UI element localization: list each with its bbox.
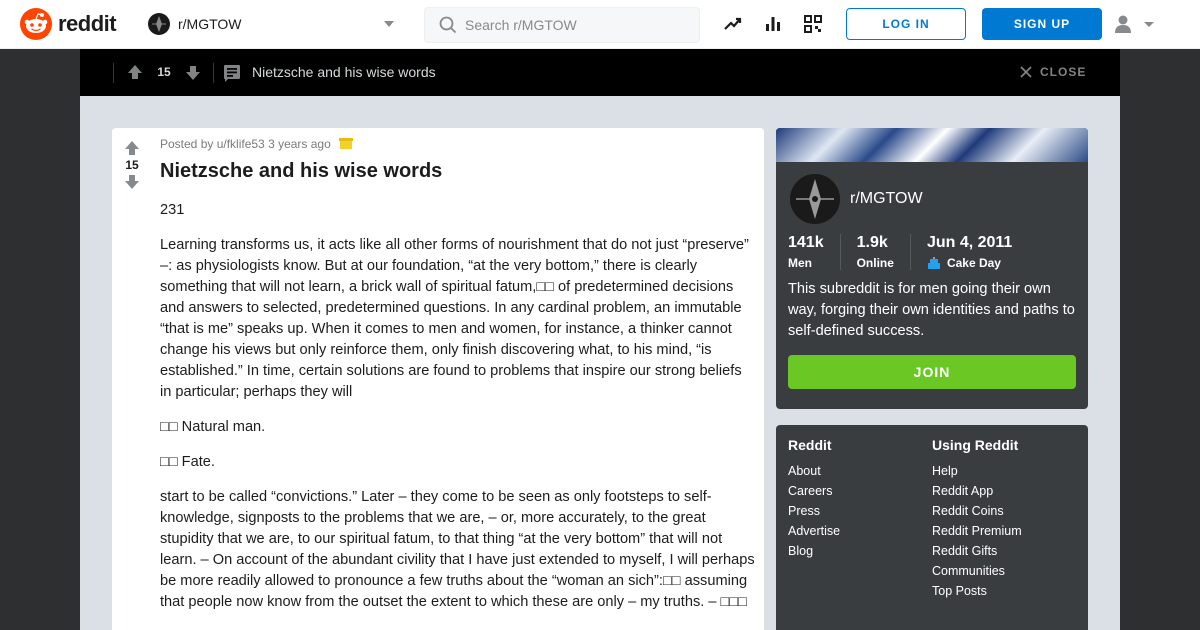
- community-card: [776, 128, 1088, 409]
- stat-label-row: [927, 256, 1012, 270]
- post-card: [112, 128, 764, 630]
- stat-value: Jun 4, 2011: [926, 234, 1013, 251]
- downvote-icon[interactable]: [185, 65, 201, 81]
- community-dropdown[interactable]: [140, 7, 406, 41]
- join-button[interactable]: JOIN: [788, 355, 1076, 389]
- post-paragraph: 231: [160, 202, 185, 218]
- award-icon: [339, 138, 353, 150]
- community-card-name: r/MGTOW: [850, 190, 923, 207]
- footer-links-card: [776, 425, 1088, 630]
- links-column-using-reddit: [932, 437, 1022, 601]
- search-box[interactable]: [424, 7, 700, 43]
- footer-link[interactable]: Advertise: [788, 524, 841, 538]
- stat-value: 1.9k: [856, 234, 888, 251]
- reddit-alien-icon: [20, 8, 52, 40]
- login-button[interactable]: LOG IN: [846, 8, 966, 40]
- user-menu[interactable]: [1112, 12, 1162, 36]
- post-paragraph: □□ Fate.: [160, 454, 215, 470]
- overlay-score: 15: [157, 65, 171, 79]
- community-avatar-icon: [148, 13, 170, 35]
- overlay-title: Nietzsche and his wise words: [252, 64, 436, 80]
- footer-link[interactable]: Reddit Premium: [932, 524, 1022, 538]
- post-title: Nietzsche and his wise words: [160, 160, 443, 182]
- post-paragraph: Learning transforms us, it acts like all other forms of nourishment that do not just “preserve” –: as physiologists know. But at our foundation, “at the very bottom,” there is clearly something that will not learn, a brick wall of spiritual fatum,□□ of predetermined decisions and answers to selected, predetermined questions. In any cardinal problem, an immutable “that is me” speaks up. When it comes to men and women, for instance, a thinker cannot change his views but only reinforce them, only finish discovering what, to his mind, “is established.” In time, certain solutions are found to problems that inspire our strong beliefs in particular; perhaps they will: [160, 237, 749, 400]
- chevron-down-icon: [384, 21, 394, 27]
- footer-link[interactable]: Press: [788, 504, 820, 518]
- community-avatar-icon: [788, 172, 842, 226]
- links-column-title: Reddit: [788, 437, 832, 453]
- stat-label: Cake Day: [946, 256, 1001, 270]
- close-button[interactable]: [1020, 65, 1086, 79]
- footer-link[interactable]: About: [788, 464, 821, 478]
- community-description: This subreddit is for men going their own way, forging their own identities and paths to self-defined success.: [788, 281, 1075, 339]
- vote-column: [112, 128, 152, 190]
- footer-link[interactable]: Top Posts: [932, 584, 987, 598]
- stats-icon[interactable]: [762, 13, 784, 35]
- post-body: [160, 200, 756, 627]
- post-meta: [160, 137, 353, 151]
- stat-online: [857, 234, 911, 270]
- divider: [213, 63, 214, 83]
- stat-value: 141k: [788, 234, 824, 251]
- cake-icon: [927, 257, 941, 269]
- stat-label: Men: [788, 256, 812, 270]
- logo-wordmark: reddit: [58, 11, 117, 36]
- post-text-icon: [223, 64, 241, 82]
- posted-by: Posted by u/fklife53 3 years ago: [160, 137, 331, 151]
- links-column-title: Using Reddit: [932, 437, 1019, 453]
- stat-cake-day: [927, 234, 1028, 270]
- footer-link[interactable]: Reddit Coins: [932, 504, 1004, 518]
- post-overlay-bar: [80, 49, 1120, 96]
- footer-link[interactable]: Reddit Gifts: [932, 544, 998, 558]
- reddit-logo[interactable]: [20, 8, 116, 40]
- footer-link[interactable]: Blog: [788, 544, 814, 558]
- footer-link[interactable]: Help: [932, 464, 958, 478]
- signup-button[interactable]: SIGN UP: [982, 8, 1102, 40]
- post-paragraph: □□ Natural man.: [160, 419, 266, 435]
- close-label: CLOSE: [1040, 65, 1087, 79]
- search-input[interactable]: [465, 17, 685, 33]
- search-icon: [439, 16, 457, 34]
- stat-label: Online: [856, 256, 894, 270]
- community-name: r/MGTOW: [178, 16, 242, 32]
- chevron-down-icon: [1142, 17, 1156, 31]
- upvote-icon[interactable]: [127, 64, 143, 80]
- user-icon: [1112, 13, 1134, 35]
- post-paragraph: start to be called “convictions.” Later – they come to be seen as only footsteps to self-knowledge, signposts to the problems that we are, – or, more accurately, to the great stupidity that we are, to our spiritual fatum, to that thing “at the very bottom” that will not learn. – On account of the abundant civility that I have just extended to myself, I will perhaps be more readily allowed to pronounce a few truths about the “woman an sich”:□□ assuming that people now know from the outset the extent to which these are only – my truths. – □□□: [160, 489, 755, 610]
- community-stats: [788, 234, 1044, 270]
- community-banner: [776, 128, 1088, 162]
- divider: [113, 63, 114, 83]
- downvote-icon[interactable]: [124, 174, 140, 190]
- footer-link[interactable]: Careers: [788, 484, 833, 498]
- top-header: [0, 0, 1200, 49]
- post-score: 15: [125, 158, 139, 172]
- footer-link[interactable]: Communities: [932, 564, 1005, 578]
- trending-icon[interactable]: [722, 13, 744, 35]
- stat-members: [788, 234, 841, 270]
- close-icon: [1020, 66, 1032, 78]
- footer-link[interactable]: Reddit App: [932, 484, 994, 498]
- links-column-reddit: [788, 437, 840, 561]
- qr-code-icon[interactable]: [802, 13, 824, 35]
- upvote-icon[interactable]: [124, 140, 140, 156]
